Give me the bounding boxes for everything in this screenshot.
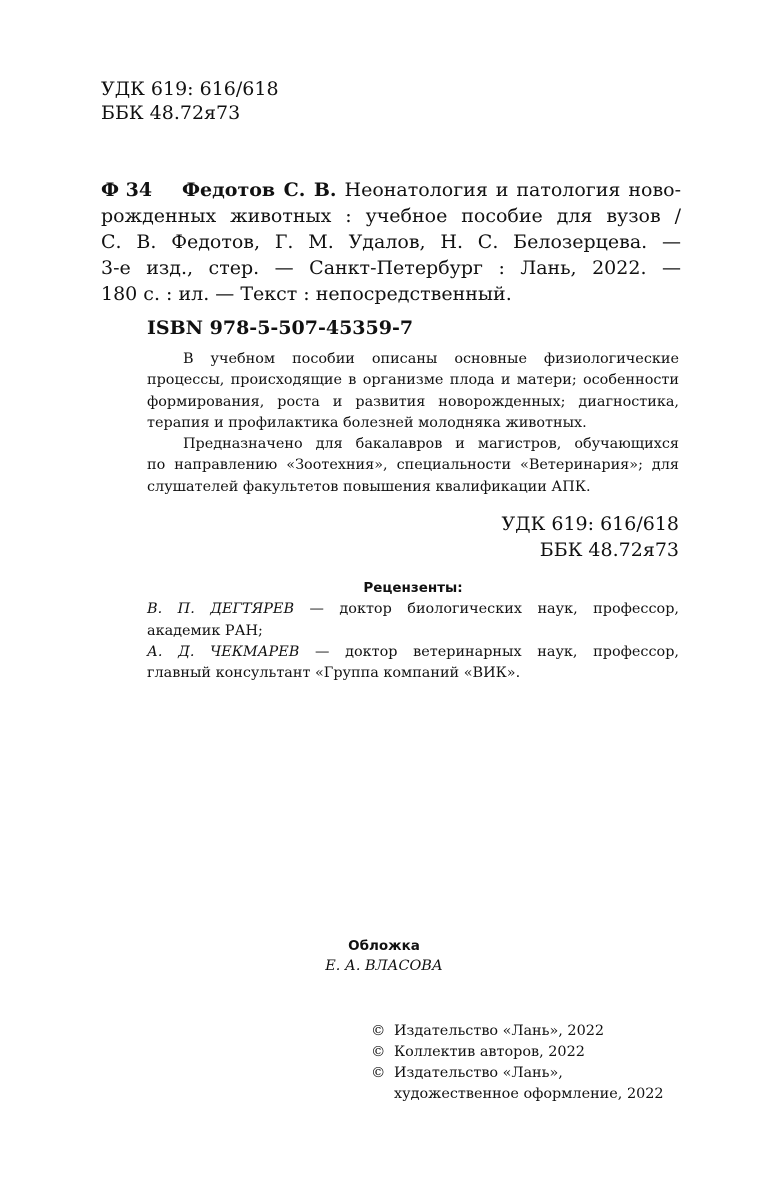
catalog-line-3: С. В. Федотов, Г. М. Удалов, Н. С. Белозерцева. —	[101, 231, 681, 253]
abstract-line: терапия и профилактика болезней молодняка животных.	[147, 414, 587, 431]
copyright-symbol: ©	[371, 1044, 386, 1060]
copyright-block	[371, 1021, 664, 1105]
reviewers-title: Рецензенты:	[363, 580, 463, 596]
reviewer-1-name: В. П. ДЕГТЯРЕВ	[147, 601, 295, 618]
udk-code: УДК 619: 616/618	[101, 78, 279, 100]
abstract-line: слушателей факультетов повышения квалификации АПК.	[147, 478, 591, 495]
abstract-line: процессы, происходящие в организме плода и матери; особенности	[147, 372, 679, 389]
reviewers	[147, 578, 679, 684]
udk-code-right: УДК 619: 616/618	[501, 513, 679, 535]
catalog-line-5: 180 с. : ил. — Текст : непосредственный.	[101, 283, 512, 305]
catalog-line-2: рожденных животных : учебное пособие для вузов /	[101, 205, 681, 227]
catalog-line-4: 3-е изд., стер. — Санкт-Петербург : Лань, 2022. —	[101, 257, 681, 279]
bottom-classification	[501, 511, 679, 563]
copyright-row: © Коллектив авторов, 2022	[371, 1042, 664, 1063]
abstract-line: В учебном пособии описаны основные физиологические	[183, 351, 679, 367]
abstract-line: Предназначено для бакалавров и магистров, обучающихся	[183, 436, 679, 453]
cover-title: Обложка	[348, 938, 420, 954]
isbn: ISBN 978-5-507-45359-7	[147, 317, 414, 339]
reviewer-2-line-2: главный консультант «Группа компаний «ВИК».	[147, 665, 521, 682]
catalog-line-1: Федотов С. В. Неонатология и патология ново-	[182, 179, 681, 201]
cover-designer: Е. А. ВЛАСОВА	[325, 958, 443, 974]
copyright-symbol: ©	[371, 1065, 386, 1081]
abstract	[147, 349, 679, 498]
reviewer-1-line-2: академик РАН;	[147, 622, 263, 639]
reviewer-2-line-1: А. Д. ЧЕКМАРЕВ — доктор ветеринарных наук, профессор,	[147, 643, 679, 660]
author-name: Федотов С. В.	[182, 179, 337, 201]
reviewer-2-name: А. Д. ЧЕКМАРЕВ	[147, 643, 300, 660]
copyright-row: © Издательство «Лань», 2022	[371, 1021, 664, 1042]
catalog-record	[101, 177, 681, 307]
reviewer-1-line-1: В. П. ДЕГТЯРЕВ — доктор биологических наук, профессор,	[147, 601, 679, 618]
abstract-line: по направлению «Зоотехния», специальности «Ветеринария»; для	[147, 457, 679, 474]
catalog-code: Ф 34	[101, 179, 153, 201]
top-classification	[101, 77, 279, 125]
copyright-row-continued: художественное оформление, 2022	[394, 1086, 664, 1102]
bbk-code: ББК 48.72я73	[101, 102, 241, 124]
copyright-row: © Издательство «Лань»,	[371, 1063, 664, 1084]
abstract-line: формирования, роста и развития новорожденных; диагностика,	[147, 393, 679, 410]
copyright-symbol: ©	[371, 1023, 386, 1039]
cover-credit	[0, 936, 768, 976]
bbk-code-right: ББК 48.72я73	[539, 539, 679, 561]
